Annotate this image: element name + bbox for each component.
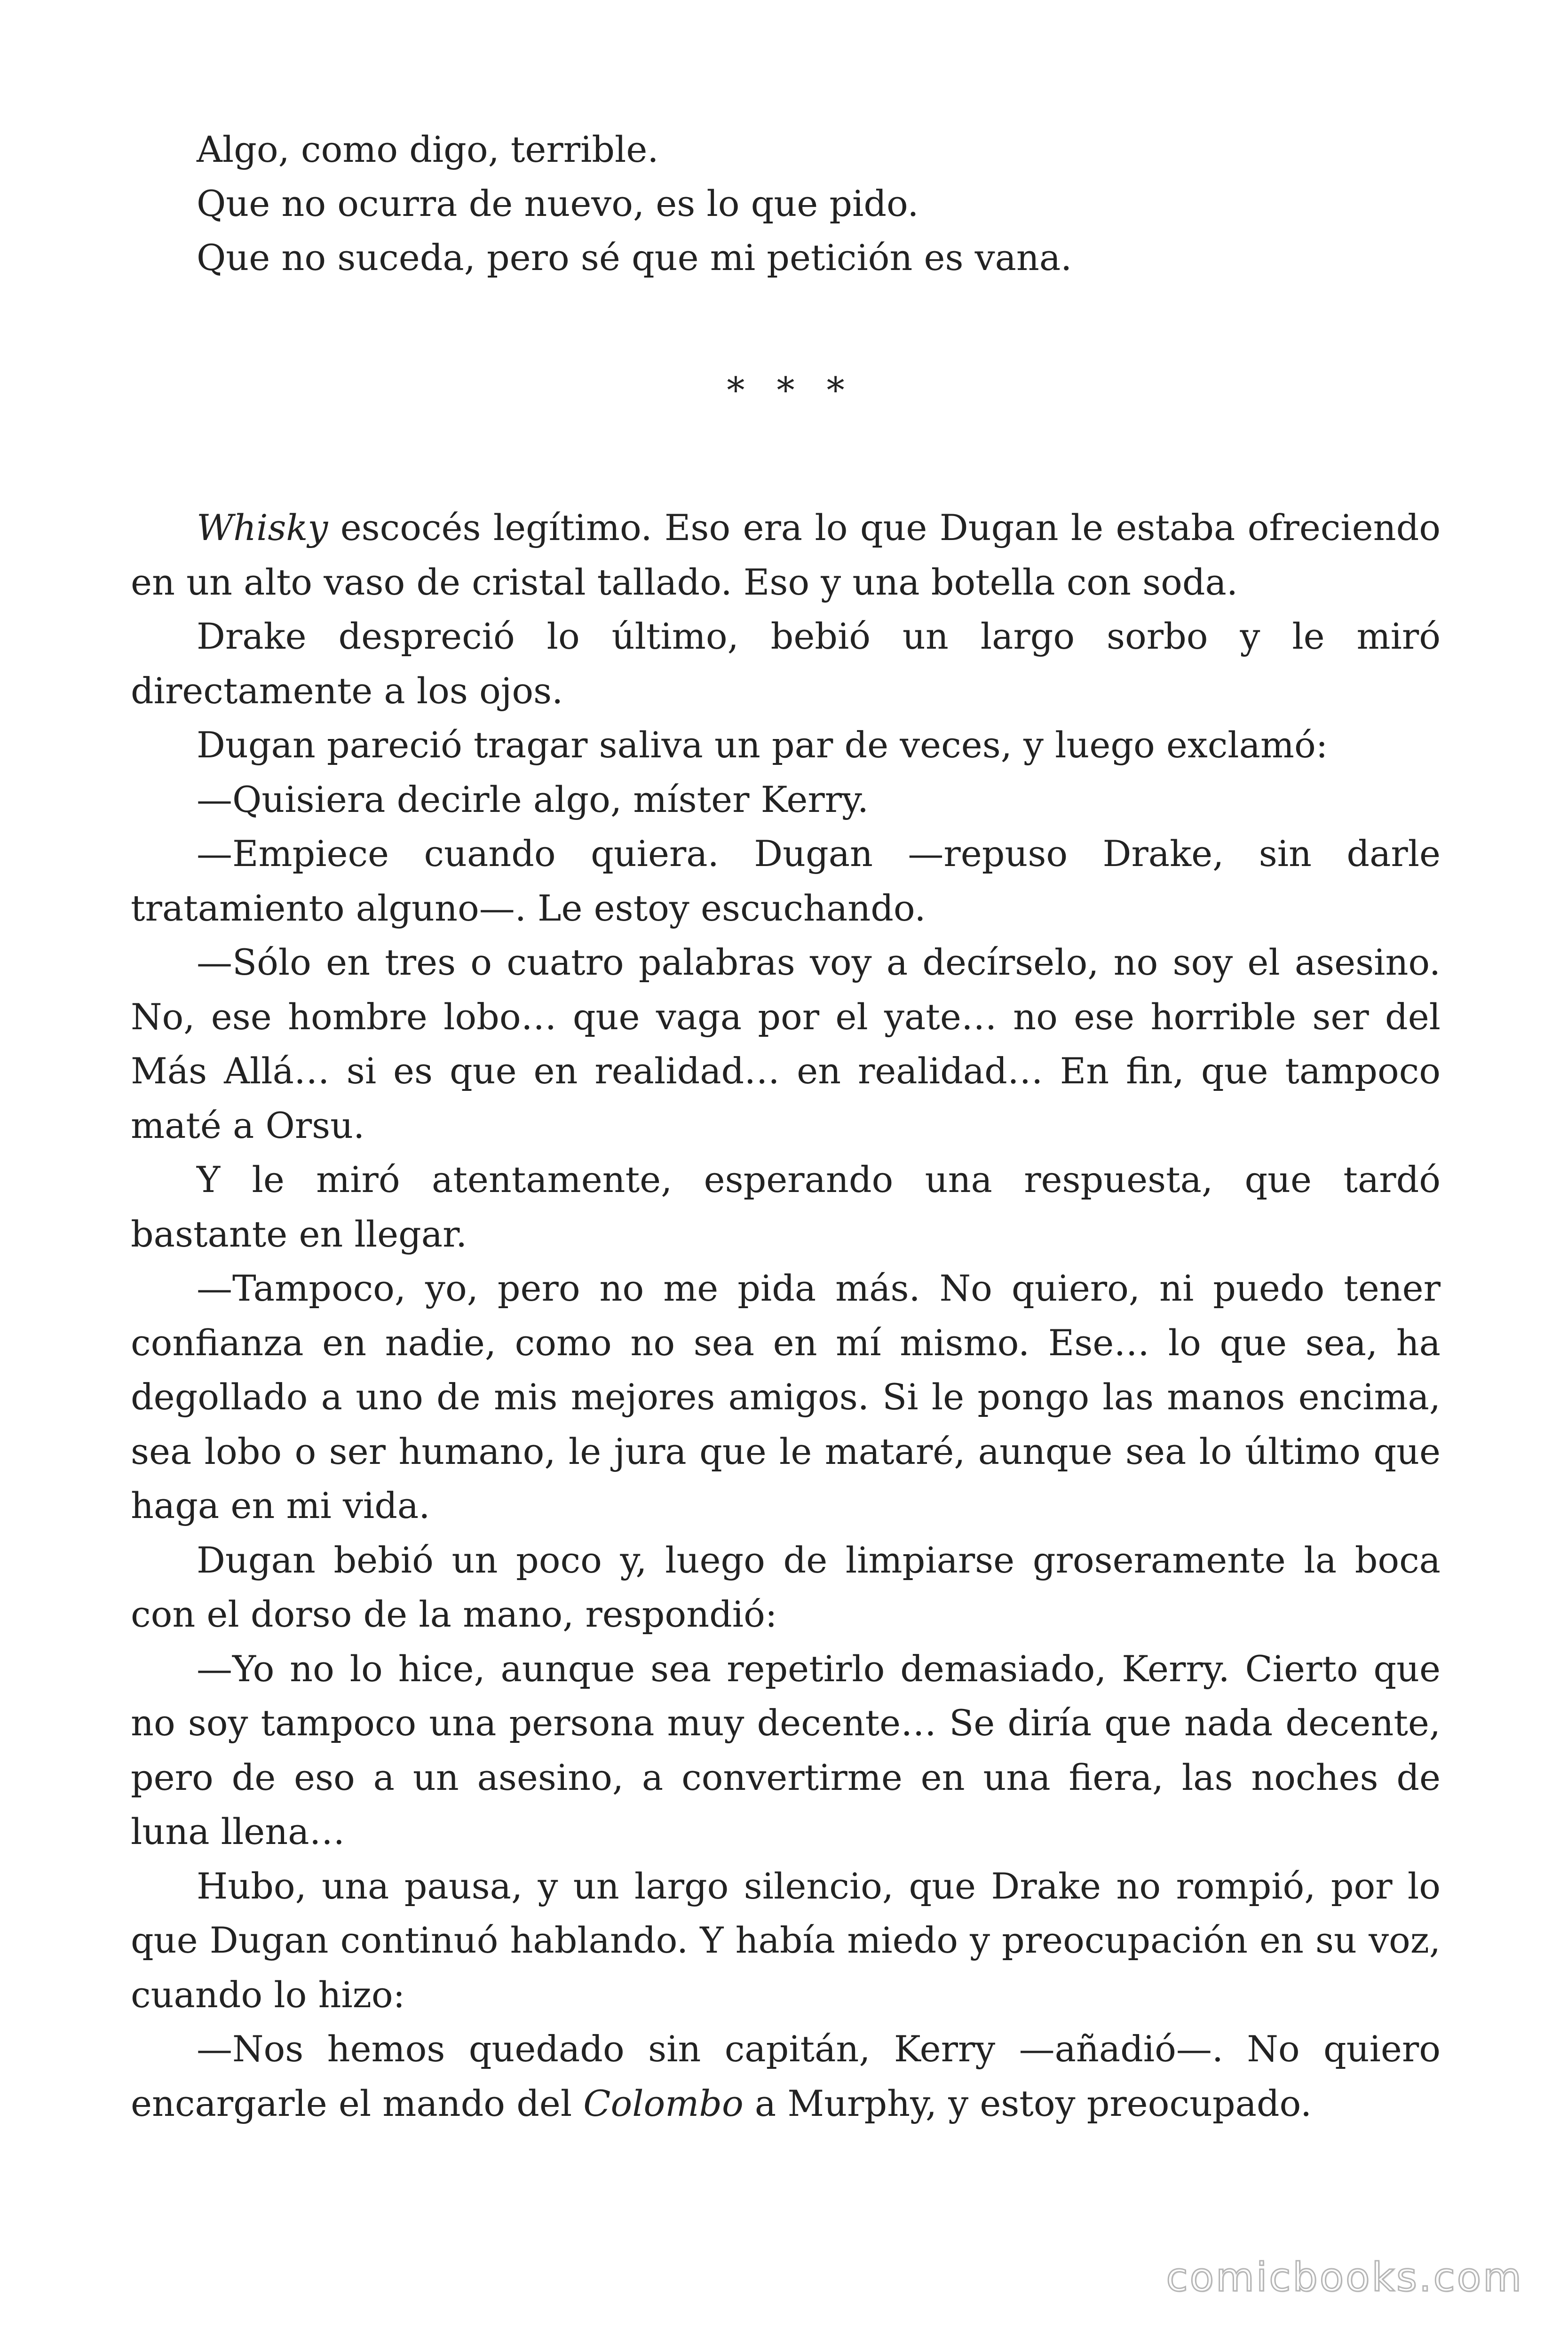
- paragraph: —Empiece cuando quiera. Dugan —repuso Drake, sin darle tratamiento alguno—. Le estoy escuchando.: [131, 833, 1441, 929]
- paragraph: Dugan bebió un poco y, luego de limpiarse groseramente la boca con el dorso de la mano, respondió:: [131, 1539, 1441, 1635]
- paragraph: [131, 501, 1441, 609]
- verse-line: Que no suceda, pero sé que mi petición es vana.: [197, 237, 1072, 278]
- watermark: comicbooks.com: [1166, 2254, 1523, 2300]
- section-separator: * * *: [727, 369, 855, 411]
- paragraph: Dugan pareció tragar saliva un par de veces, y luego exclamó:: [197, 724, 1328, 766]
- paragraph: [131, 2022, 1441, 2130]
- page-content: [131, 122, 1441, 2130]
- italic-word: Colombo: [583, 2082, 744, 2124]
- paragraph: Y le miró atentamente, esperando una respuesta, que tardó bastante en llegar.: [131, 1159, 1441, 1255]
- verse-line: Algo, como digo, terrible.: [197, 128, 659, 170]
- paragraph: —Sólo en tres o cuatro palabras voy a decírselo, no soy el asesino. No, ese hombre lobo… que vaga por el yate… no ese horrible ser del Más Allá… si es que en realidad… en realidad… En fin, que tampoco maté a Orsu.: [131, 941, 1441, 1146]
- italic-word: Whisky: [197, 507, 328, 548]
- paragraph: —Quisiera decirle algo, míster Kerry.: [197, 778, 869, 820]
- paragraph: —Yo no lo hice, aunque sea repetirlo demasiado, Kerry. Cierto que no soy tampoco una persona muy decente… Se diría que nada decente, pero de eso a un asesino, a convertirme en una fiera, las noches de luna llena…: [131, 1647, 1441, 1852]
- paragraph-text: escocés legítimo. Eso era lo que Dugan le estaba ofreciendo en un alto vaso de cristal tallado. Eso y una botella con soda.: [131, 507, 1441, 603]
- paragraph: —Tampoco, yo, pero no me pida más. No quiero, ni puedo tener confianza en nadie, como no sea en mí mismo. Ese… lo que sea, ha degollado a uno de mis mejores amigos. Si le pongo las manos encima, sea lobo o ser humano, le jura que le mataré, aunque sea lo último que haga en mi vida.: [131, 1267, 1441, 1526]
- paragraph-text-tail: a Murphy, y estoy preocupado.: [743, 2082, 1312, 2124]
- paragraph-text: —Nos hemos quedado sin capitán, Kerry —añadió—. No quiero encargarle el mando del: [131, 2028, 1441, 2124]
- verse-line: Que no ocurra de nuevo, es lo que pido.: [197, 183, 919, 224]
- verse-block: [197, 122, 1441, 285]
- prose-block: [131, 501, 1441, 2130]
- paragraph: Hubo, una pausa, y un largo silencio, que Drake no rompió, por lo que Dugan continuó hablando. Y había miedo y preocupación en su voz, cuando lo hizo:: [131, 1865, 1441, 2016]
- paragraph: Drake despreció lo último, bebió un largo sorbo y le miró directamente a los ojos.: [131, 615, 1441, 712]
